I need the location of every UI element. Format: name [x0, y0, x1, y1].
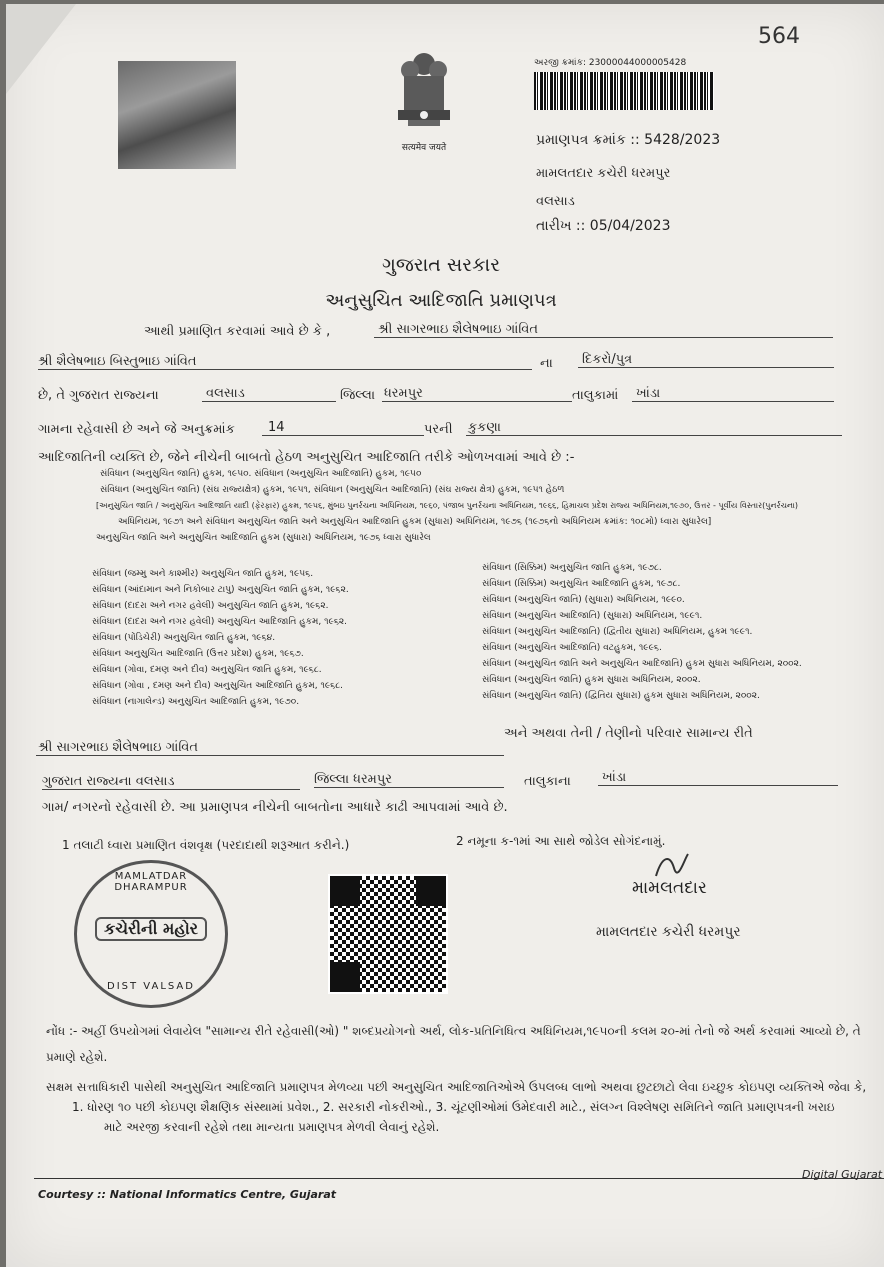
- statute-item: સંવિધાન (સિક્કિમ) અનુસુચિત જાતિ હુકમ, ૧૯૭૮.: [482, 563, 662, 573]
- government-title: ગુજરાત સરકાર: [381, 254, 501, 276]
- basis-item-1: 1 તલાટી ધ્વારા પ્રમાણિત વંશવૃક્ષ (પરદાદાથી શરૂઆત કરીને.): [62, 838, 350, 852]
- serial-number: 14: [262, 420, 424, 436]
- statute-item: સંવિધાન (દાદરા અને નગર હવેલી) અનુસુચિત આદિજાતિ હુકમ, ૧૯૬૨.: [92, 617, 348, 627]
- na-label: ના: [540, 356, 553, 371]
- office-name: મામલતદાર કચેરી ધરમપુર: [536, 166, 671, 181]
- statute-item: સંવિધાન (અનુસુચિત આદિજાતિ) (દ્વિતીય સુધારા) અધિનિયમ, હુકમ ૧૯૯૧.: [482, 627, 753, 637]
- date-label: તારીખ: [536, 218, 572, 234]
- district-taluka-2: જિલ્લા ધરમપુર: [314, 772, 504, 788]
- holder-name: શ્રી સાગરભાઇ શૈલેષભાઇ ગાંવિત: [374, 322, 833, 338]
- statute-item: સંવિધાન (અનુસુચિત જાતિ) (દ્વિતિય સુધારા) હુકમ સુધારા અધિનિયમ, ૨૦૦૨.: [482, 691, 760, 701]
- advisory-text: સક્ષમ સત્તાધિકારી પાસેથી અનુસુચિત આદિજાતિ પ્રમાણપત્ર મેળવ્યા પછી અનુસુચિત આદિજાતિઓએ ઉપલબ્ધ લાભો અથવા છુટછાટો લેવા ઇચ્છુક કોઇપણ વ્યક્તિએ જેવા કે,: [46, 1080, 867, 1094]
- basis-text: ગામ/ નગરનો રહેવાસી છે. આ પ્રમાણપત્ર નીચેની બાબતોના આધારે કાઢી આપવામાં આવે છે.: [42, 800, 508, 815]
- footer-divider: [34, 1178, 884, 1179]
- seal-ring-bottom: DIST VALSAD: [107, 981, 195, 992]
- holder-name-2: શ્રી સાગરભાઇ શૈલેષભાઇ ગાંવિત: [36, 740, 504, 756]
- statute-line: અધિનિયમ, ૧૯૭૧ અને સંવિધાન અનુસુચિત જાતિ અને અનુસુચિત આદિજાતિ હુકમ (સુધારા) અધિનિયમ, ૧૯૭૬ (૧૯૭૬નો અધિનિયમ ક્રમાંક: ૧૦૮મો) ધ્વારા સુધારેલ]: [118, 517, 712, 527]
- statute-item: સંવિધાન (અનુસુચિત જાતિ અને અનુસુચિત આદિજાતિ) હુકમ સુધારા અધિનિયમ, ૨૦૦૨.: [482, 659, 802, 669]
- seal-text: કચેરીની મહોર: [95, 917, 207, 941]
- father-name: શ્રી શૈલેષભાઇ બિસ્તુભાઇ ગાંવિત: [38, 354, 532, 370]
- taluka: ધરમપુર: [382, 386, 572, 402]
- tribe-text: આદિજાતિની વ્યક્તિ છે, જેને નીચેની બાબતો હેઠળ અનુસુચિત આદિજાતિ તરીકે ઓળખવામાં આવે છે :-: [38, 450, 575, 465]
- folded-corner: [6, 4, 76, 94]
- basis-item-2: 2 નમૂના ક-૧માં આ સાથે જોડેલ સોગંદનામું.: [456, 834, 666, 848]
- statute-item: સંવિધાન અનુસુચિત આદિજાતિ (ઉત્તર પ્રદેશ) હુકમ, ૧૯૬૭.: [92, 649, 304, 659]
- statute-line: સંવિધાન (અનુસુચિત જાતિ) હુકમ, ૧૯૫૦. સંવિધાન (અનુસુચિત આદિજાતિ) હુકમ, ૧૯૫૦: [100, 469, 422, 479]
- statute-item: સંવિધાન (ગોવા, દમણ અને દીવ) અનુસુચિત જાતિ હુકમ, ૧૯૬૮.: [92, 665, 322, 675]
- statute-item: સંવિધાન (દાદરા અને નગર હવેલી) અનુસુચિત જાતિ હુકમ, ૧૯૬૨.: [92, 601, 329, 611]
- taluka-label: તાલુકામાં: [572, 388, 619, 403]
- certificate-number-row: [536, 132, 720, 148]
- date-value: :: 05/04/2023: [575, 218, 671, 234]
- village: ખાંડા: [632, 386, 834, 402]
- seal-ring-top: MAMLATDAR DHARAMPUR: [114, 871, 188, 893]
- statute-list-right: [482, 560, 862, 704]
- statute-item: સંવિધાન (આંદામાન અને નિકોબાર ટાપુ) અનુસુચિત જાતિ હુકમ, ૧૯૬૨.: [92, 585, 349, 595]
- national-emblem: [384, 48, 464, 153]
- signature: [652, 850, 692, 880]
- village-2: ખાંડા: [598, 770, 838, 786]
- statute-item: સંવિધાન (નાગાલેન્ડ) અનુસુચિત આદિજાતિ હુકમ, ૧૯૭૦.: [92, 697, 300, 707]
- certificate-number: :: 5428/2023: [630, 132, 721, 148]
- statute-list-left: [92, 566, 472, 710]
- qr-code: [328, 874, 448, 994]
- page-number: 564: [758, 24, 800, 49]
- statute-item: સંવિધાન (અનુસુચિત જાતિ) હુકમ સુધારા અધિનિયમ, ૨૦૦૨.: [482, 675, 701, 685]
- statute-item: સંવિધાન (અનુસુચિત આદિજાતિ) (સુધારા) અધિનિયમ, ૧૯૯૧.: [482, 611, 703, 621]
- statute-item: સંવિધાન (અનુસુચિત આદિજાતિ) વટહુકમ, ૧૯૯૬.: [482, 643, 662, 653]
- application-number: અરજી ક્રમાંક: 23000044000005428: [534, 58, 687, 68]
- family-text: અને અથવા તેની / તેણીનો પરિવાર સામાન્ય રીતે: [504, 726, 753, 741]
- statute-item: સંવિધાન (અનુસુચિત જાતિ) (સુધારા) અધિનિયમ, ૧૯૯૦.: [482, 595, 685, 605]
- state-text: છે, તે ગુજરાત રાજ્યના: [38, 388, 159, 403]
- advisory-list-2: માટે અરજી કરવાની રહેશે તથા માન્યતા પ્રમાણપત્ર મેળવી લેવાનું રહેશે.: [104, 1120, 440, 1134]
- statute-line: અનુસુચિત જાતિ અને અનુસુચિત આદિજાતિ હુકમ (સુધારા) અધિનિયમ, ૧૯૭૬ ધ્વારા સુધારેલ: [96, 533, 431, 543]
- signatory-title: મામલતદાર: [632, 878, 707, 898]
- statute-item: સંવિધાન (ગોવા , દમણ અને દીવ) અનુસુચિત આદિજાતિ હુકમ, ૧૯૬૮.: [92, 681, 344, 691]
- statute-item: સંવિધાન (સિક્કિમ) અનુસુચિત આદિજાતિ હુકમ, ૧૯૭૮.: [482, 579, 681, 589]
- certificate-number-label: પ્રમાણપત્ર ક્રમાંક: [536, 132, 626, 148]
- digital-gujarat-text: Digital Gujarat: [802, 1168, 883, 1181]
- certificate-page: [6, 4, 884, 1267]
- district: વલસાડ: [202, 386, 336, 402]
- resident-text: ગામના રહેવાસી છે અને જે અનુક્રમાંક: [38, 422, 235, 437]
- statute-line: [અનુસુચિત જાતિ / અનુસુચિત આદિજાતિ યાદી (ફેરફાર) હુકમ, ૧૯૫૬, મુંબઇ પુનર્રચના અધિનિયમ, ૧૯૬૦, પંજાબ પુનર્રચના અધિનિયમ, ૧૯૬૬, હિમાચલ પ્રદેશ રાજ્ય અધિનિયમ,૧૯૭૦, ઉત્તર - પૂર્વીય વિસ્તાર(પુનર્રચના): [96, 501, 799, 510]
- emblem-motto: सत्यमेव जयते: [401, 143, 447, 153]
- signatory-office: મામલતદાર કચેરી ધરમપુર: [596, 924, 741, 940]
- note-text-2: પ્રમાણે રહેશે.: [46, 1050, 108, 1064]
- relation: દિકરો/પુત્ર: [578, 352, 834, 368]
- barcode: [534, 72, 714, 110]
- statute-line: સંવિધાન (અનુસુચિત જાતિ) (સંઘ રાજ્યક્ષેત્ર) હુકમ, ૧૯૫૧, સંવિધાન (અનુસુચિત આદિજાતિ) (સંઘ રાજ્ય ક્ષેત્ર) હુકમ, ૧૯૫૧ હેઠળ: [100, 485, 565, 495]
- date-row: [536, 218, 671, 234]
- courtesy-text: Courtesy :: National Informatics Centre, Gujarat: [38, 1188, 337, 1201]
- applicant-photo: [118, 61, 236, 169]
- office-district: વલસાડ: [536, 194, 575, 209]
- statute-item: સંવિધાન (જમ્મુ અને કાશ્મીર) અનુસુચિત જાતિ હુકમ, ૧૯૫૬.: [92, 569, 314, 579]
- note-text: નોંધ :- અહીં ઉપયોગમાં લેવાયેલ "સામાન્ય રીતે રહેવાસી(ઓ) " શબ્દપ્રયોગનો અર્થ, લોક-પ્રતિનિધિત્વ અધિનિયમ,૧૯૫૦ની કલમ ૨૦-માં તેનો જે અર્થ કરવામાં આવ્યો છે, તે: [46, 1024, 861, 1038]
- tribe-name: કુકણા: [466, 420, 842, 436]
- taluka-label-2: તાલુકાના: [524, 774, 571, 789]
- statute-block: [96, 466, 860, 546]
- parni-label: પરની: [424, 422, 453, 437]
- statute-item: સંવિધાન (પોંડિચેરી) અનુસુચિત જાતિ હુકમ, ૧૯૬૪.: [92, 633, 276, 643]
- certify-text: આથી પ્રમાણિત કરવામાં આવે છે કે ,: [144, 324, 331, 339]
- district-label: જિલ્લા: [340, 388, 376, 403]
- state-district-2: ગુજરાત રાજ્યના વલસાડ: [42, 774, 300, 790]
- office-seal: [74, 860, 228, 1008]
- certificate-title: અનુસુચિત આદિજાતિ પ્રમાણપત્ર: [325, 290, 557, 311]
- advisory-list: 1. ધોરણ ૧૦ પછી કોઇપણ શૈક્ષણિક સંસ્થામાં પ્રવેશ., 2. સરકારી નોકરીઓ., 3. ચૂંટણીઓમાં ઉમેદવારી માટે., સંલગ્ન વિશ્લેષણ સમિતિને જાતિ પ્રમાણપત્રની ખરાઇ: [72, 1100, 835, 1114]
